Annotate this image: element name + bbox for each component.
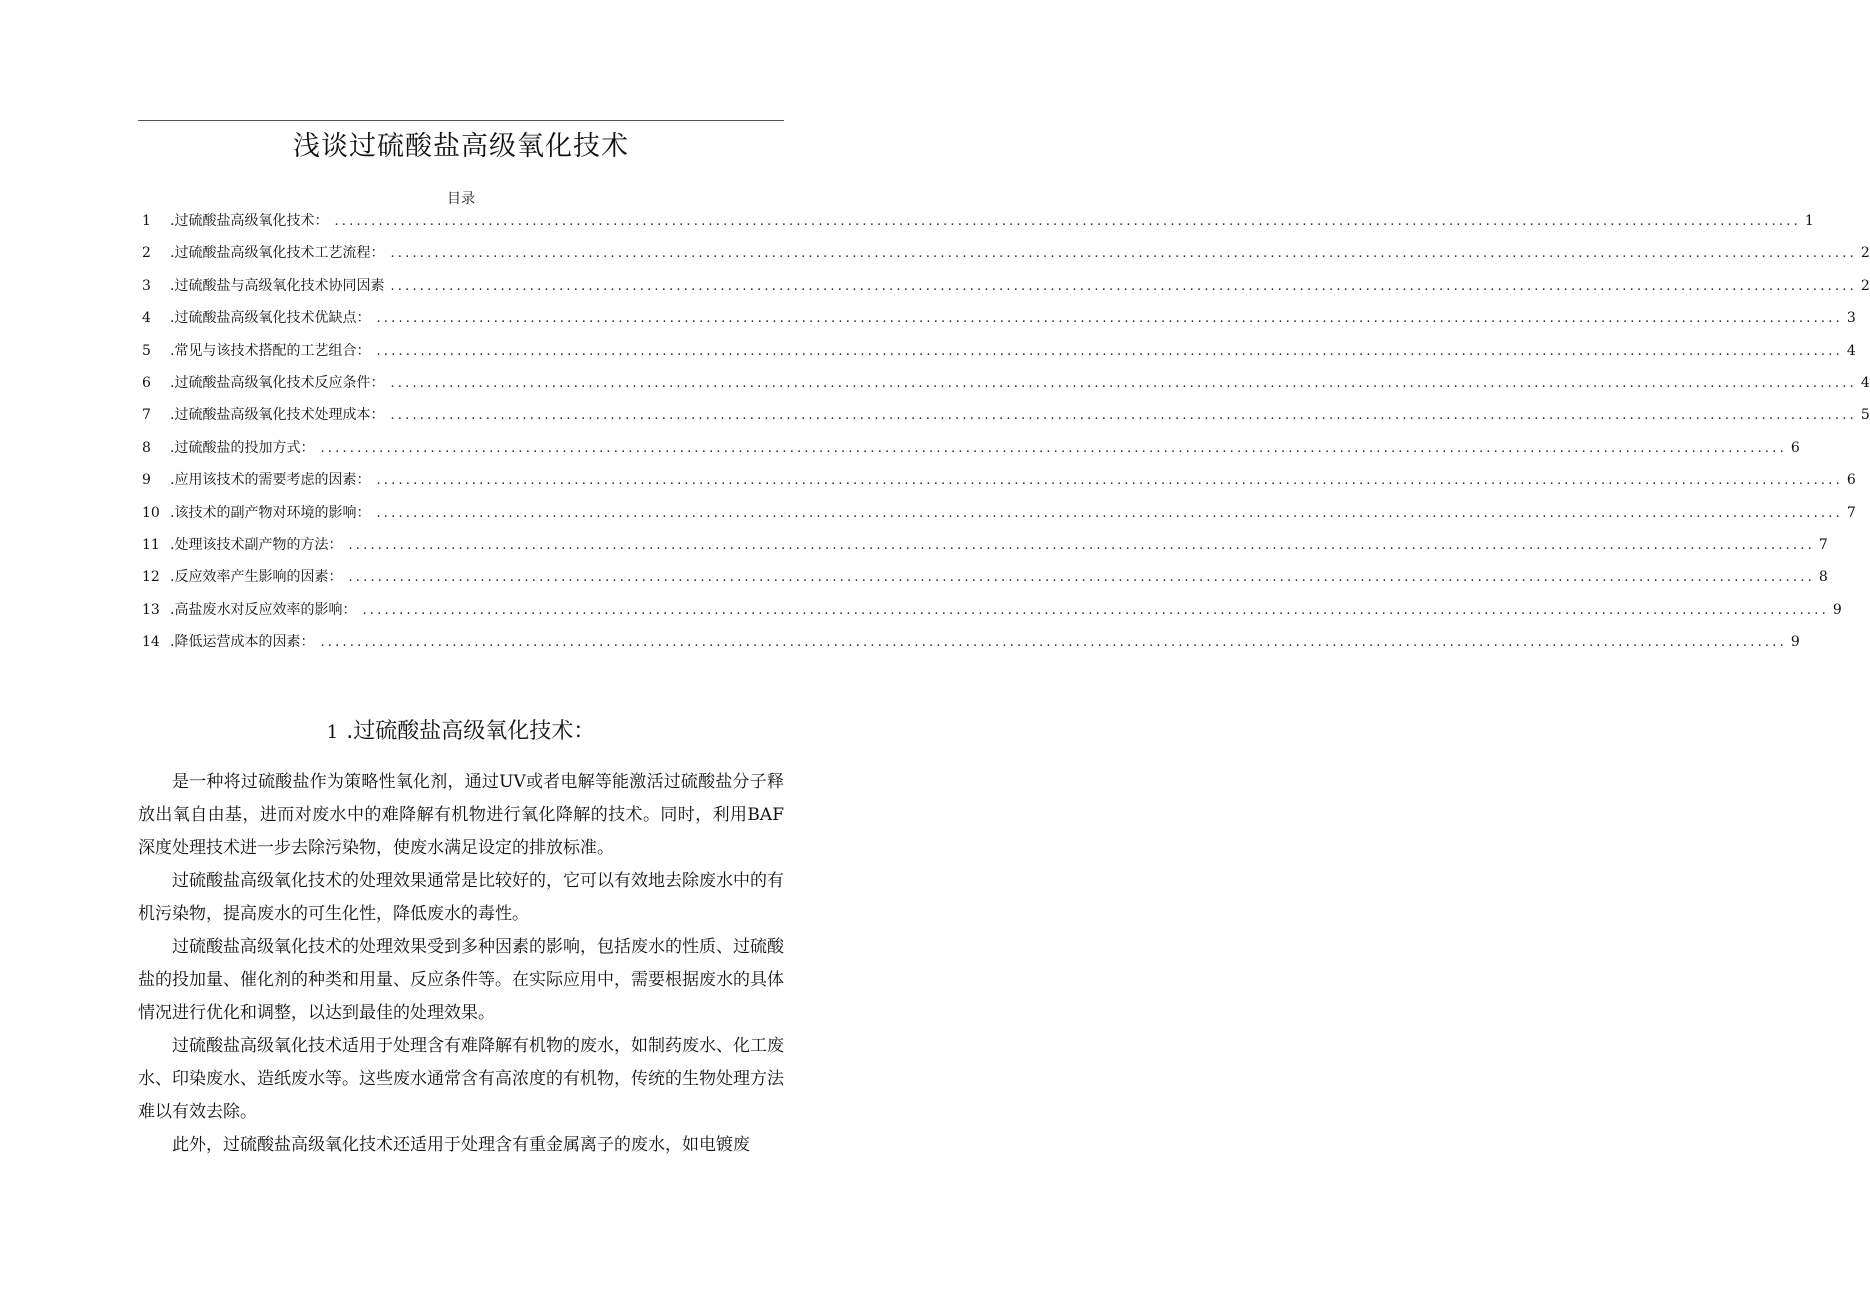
toc-entry-number: 13 xyxy=(142,601,160,618)
toc-entry[interactable] xyxy=(138,208,1814,240)
toc-entry-page: 8 xyxy=(1818,569,1828,586)
toc-entry-label: .过硫酸盐高级氧化技术处理成本： xyxy=(170,407,385,424)
toc-entry-number: 3 xyxy=(142,277,151,294)
toc-entry-page: 4 xyxy=(1846,342,1856,359)
toc-entry-label: .反应效率产生影响的因素： xyxy=(170,569,343,586)
toc-entry-page: 9 xyxy=(1790,634,1800,651)
toc-heading: 目录 xyxy=(447,191,475,207)
toc-leader-dots: ........................................................................................................................................................................................................ xyxy=(376,343,1843,359)
toc-entry-label: .应用该技术的需要考虑的因素： xyxy=(170,472,371,489)
toc-entry[interactable] xyxy=(138,564,1828,596)
toc-leader-dots: ........................................................................................................................................................................................................ xyxy=(320,635,1787,651)
toc-entry-number: 8 xyxy=(142,439,151,456)
toc-entry-page: 2 xyxy=(1860,245,1870,262)
toc-entry-label: .过硫酸盐的投加方式： xyxy=(170,439,315,456)
toc-entry-number: 9 xyxy=(142,472,151,489)
toc-entry-page: 9 xyxy=(1832,601,1842,618)
document-title: 浅谈过硫酸盐高级氧化技术 xyxy=(293,131,629,162)
toc-entry-number: 11 xyxy=(142,536,160,553)
toc-entry-label: .过硫酸盐高级氧化技术反应条件： xyxy=(170,374,385,391)
toc-leader-dots: ........................................................................................................................................................................................................ xyxy=(390,408,1857,424)
toc-entry-label: .过硫酸盐高级氧化技术优缺点： xyxy=(170,310,371,327)
toc-entry-number: 10 xyxy=(142,504,160,521)
toc-entry-label: .处理该技术副产物的方法： xyxy=(170,536,343,553)
toc-entry-page: 7 xyxy=(1846,504,1856,521)
header-rule xyxy=(138,120,784,121)
toc-entry[interactable] xyxy=(138,338,1856,370)
toc-leader-dots: ........................................................................................................................................................................................................ xyxy=(390,246,1857,262)
toc-entry[interactable] xyxy=(138,467,1856,499)
toc-leader-dots: ........................................................................................................................................................................................................ xyxy=(362,602,1829,618)
toc-entry[interactable] xyxy=(138,240,1870,272)
body-paragraph: 此外，过硫酸盐高级氧化技术还适用于处理含有重金属离子的废水，如电镀废 xyxy=(172,1135,750,1155)
toc-entry-label: .过硫酸盐与高级氧化技术协同因素 xyxy=(170,277,385,294)
toc-entry[interactable] xyxy=(138,370,1870,402)
toc-leader-dots: ........................................................................................................................................................................................................ xyxy=(334,214,1801,229)
toc-leader-dots: ........................................................................................................................................................................................................ xyxy=(390,278,1857,294)
toc-entry-number: 5 xyxy=(142,342,151,359)
toc-entry-label: .过硫酸盐高级氧化技术工艺流程： xyxy=(170,245,385,262)
section-title: .过硫酸盐高级氧化技术： xyxy=(346,719,596,744)
section-heading xyxy=(138,712,784,753)
toc-entry-page: 7 xyxy=(1818,536,1828,553)
toc-entry-label: .该技术的副产物对环境的影响： xyxy=(170,504,371,521)
toc-entry-label: .常见与该技术搭配的工艺组合： xyxy=(170,342,371,359)
toc-entry[interactable] xyxy=(138,273,1870,305)
toc-entry-page: 6 xyxy=(1846,472,1856,489)
toc-entry-page: 3 xyxy=(1846,310,1856,327)
toc-entry-page: 6 xyxy=(1790,439,1800,456)
toc-entry-number: 4 xyxy=(142,310,151,327)
section-number: 1 xyxy=(326,722,339,743)
toc-entry[interactable] xyxy=(138,597,1842,629)
toc-entry-number: 2 xyxy=(142,245,151,262)
toc-entry[interactable] xyxy=(138,435,1800,467)
body-paragraph: 过硫酸盐高级氧化技术的处理效果通常是比较好的，它可以有效地去除废水中的有机污染物，提高废水的可生化性，降低废水的毒性。 xyxy=(138,871,784,924)
toc-leader-dots: ........................................................................................................................................................................................................ xyxy=(348,537,1815,553)
toc-leader-dots: ........................................................................................................................................................................................................ xyxy=(390,375,1857,391)
toc-leader-dots: ........................................................................................................................................................................................................ xyxy=(348,570,1815,586)
toc-entry[interactable] xyxy=(138,305,1856,337)
toc-leader-dots: ........................................................................................................................................................................................................ xyxy=(320,440,1787,456)
toc-entry[interactable] xyxy=(138,402,1870,434)
body-paragraph: 过硫酸盐高级氧化技术适用于处理含有难降解有机物的废水，如制药废水、化工废水、印染废水、造纸废水等。这些废水通常含有高浓度的有机物，传统的生物处理方法难以有效去除。 xyxy=(138,1036,784,1122)
toc-entry-page: 5 xyxy=(1860,407,1870,424)
toc-leader-dots: ........................................................................................................................................................................................................ xyxy=(376,473,1843,489)
toc-entry-page: 1 xyxy=(1804,213,1814,229)
toc-leader-dots: ........................................................................................................................................................................................................ xyxy=(376,311,1843,327)
section-body xyxy=(138,766,784,1162)
toc-entry-number: 7 xyxy=(142,407,151,424)
toc-entry-number: 14 xyxy=(142,634,160,651)
toc-entry-page: 4 xyxy=(1860,374,1870,391)
toc-entry-label: .降低运营成本的因素： xyxy=(170,634,315,651)
toc-entry[interactable] xyxy=(138,500,1856,532)
toc-entry[interactable] xyxy=(138,629,1800,661)
body-paragraph: 是一种将过硫酸盐作为策略性氧化剂，通过UV或者电解等能激活过硫酸盐分子释放出氧自由基，进而对废水中的难降解有机物进行氧化降解的技术。同时，利用BAF深度处理技术进一步去除污染物，使废水满足设定的排放标准。 xyxy=(138,772,784,858)
body-paragraph: 过硫酸盐高级氧化技术的处理效果受到多种因素的影响，包括废水的性质、过硫酸盐的投加量、催化剂的种类和用量、反应条件等。在实际应用中，需要根据废水的具体情况进行优化和调整，以达到最佳的处理效果。 xyxy=(138,937,784,1023)
toc-entry-number: 12 xyxy=(142,569,160,586)
toc-entry-page: 2 xyxy=(1860,277,1870,294)
table-of-contents xyxy=(138,208,1870,661)
toc-entry[interactable] xyxy=(138,532,1828,564)
toc-entry-label: .过硫酸盐高级氧化技术： xyxy=(170,213,329,229)
toc-entry-label: .高盐废水对反应效率的影响： xyxy=(170,601,357,618)
toc-leader-dots: ........................................................................................................................................................................................................ xyxy=(376,505,1843,521)
toc-entry-number: 6 xyxy=(142,374,151,391)
toc-entry-number: 1 xyxy=(142,213,151,229)
